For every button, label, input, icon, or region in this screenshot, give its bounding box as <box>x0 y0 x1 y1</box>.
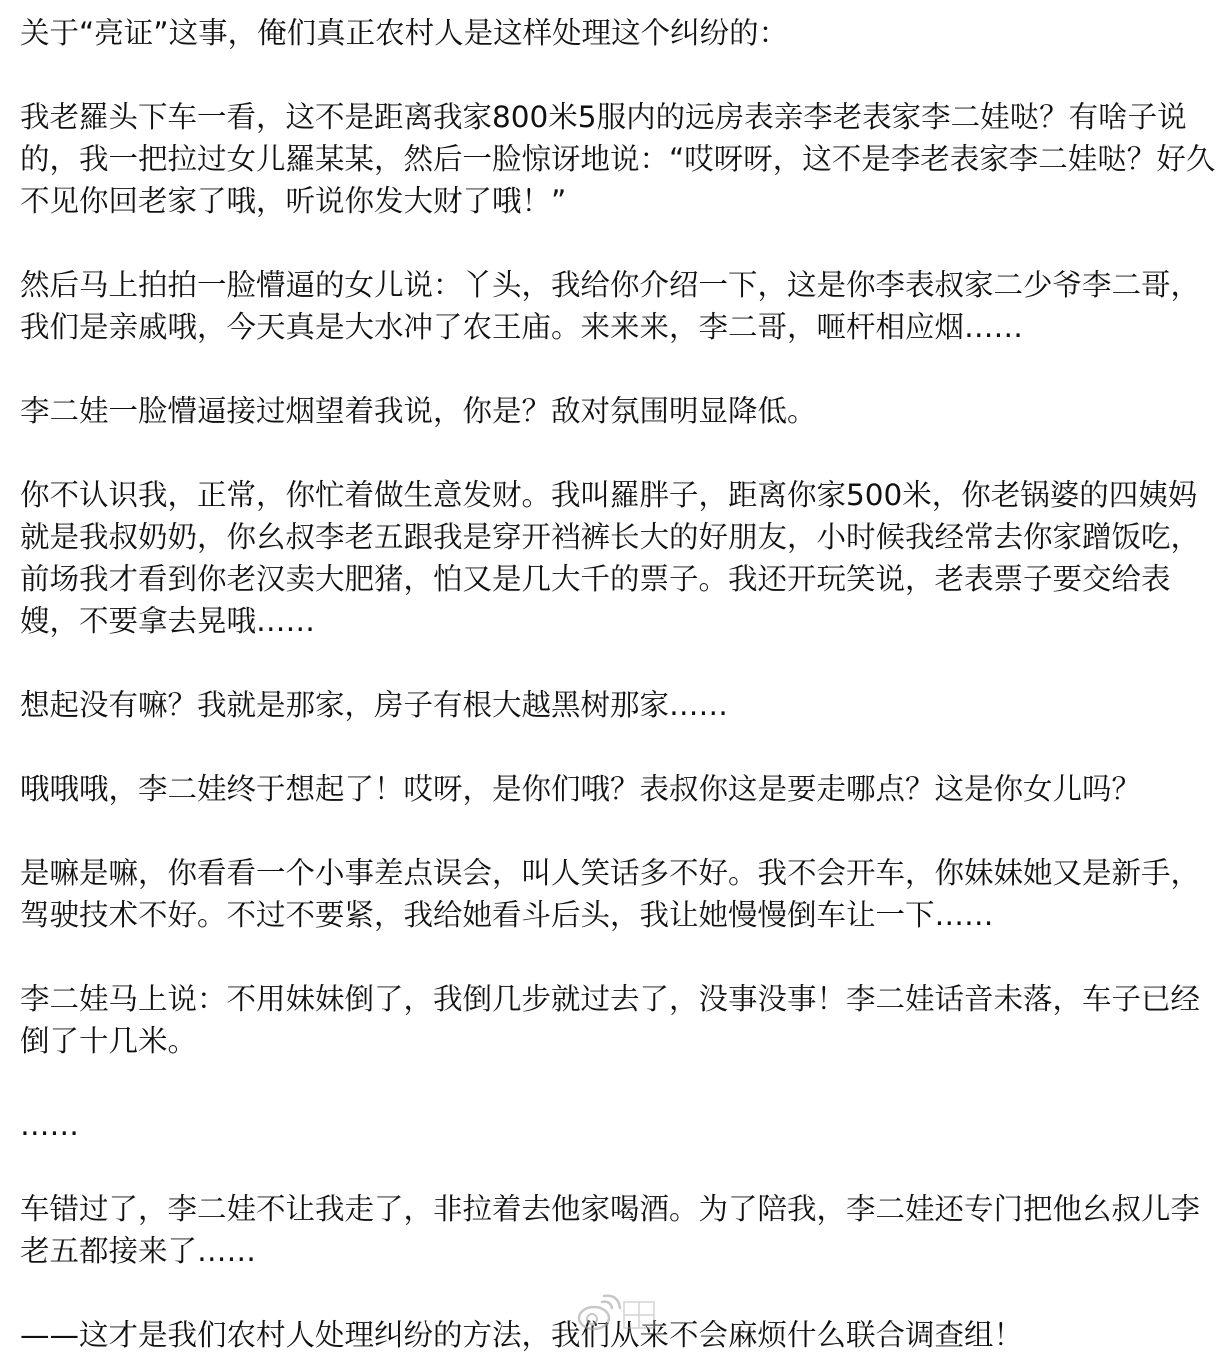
paragraph-2: 我老羅头下车一看，这不是距离我家800米5服内的远房表亲李老表家李二娃哒？有啥子说的，我一把拉过女儿羅某某，然后一脸惊讶地说：“哎呀呀，这不是李老表家李二娃哒？好久不见你回老家了哦，听说你发大财了哦！” <box>20 100 1216 218</box>
article-body <box>20 12 1216 1356</box>
paragraph-7: 哦哦哦，李二娃终于想起了！哎呀，是你们哦？表叔你这是要走哪点？这是你女儿吗？ <box>20 772 1142 806</box>
paragraph-11: 车错过了，李二娃不让我走了，非拉着去他家喝酒。为了陪我，李二娃还专门把他幺叔儿李老五都接来了…… <box>20 1192 1201 1268</box>
paragraph-3: 然后马上拍拍一脸懵逼的女儿说：丫头，我给你介绍一下，这是你李表叔家二少爷李二哥，我们是亲戚哦，今天真是大水冲了农王庙。来来来，李二哥，咂杆相应烟…… <box>20 268 1201 344</box>
paragraph-9: 李二娃马上说：不用妹妹倒了，我倒几步就过去了，没事没事！李二娃话音未落，车子已经倒了十几米。 <box>20 982 1201 1058</box>
paragraph-ellipsis: …… <box>20 1108 79 1142</box>
paragraph-6: 想起没有嘛？我就是那家，房子有根大越黑树那家…… <box>20 688 729 722</box>
paragraph-8: 是嘛是嘛，你看看一个小事差点误会，叫人笑话多不好。我不会开车，你妹妹她又是新手，驾驶技术不好。不过不要紧，我给她看斗后头，我让她慢慢倒车让一下…… <box>20 856 1201 932</box>
paragraph-5: 你不认识我，正常，你忙着做生意发财。我叫羅胖子，距离你家500米，你老锅婆的四姨妈就是我叔奶奶，你幺叔李老五跟我是穿开裆裤长大的好朋友，小时候我经常去你家蹭饭吃，前场我才看到你老汉卖大肥猪，怕又是几大千的票子。我还开玩笑说，老表票子要交给表嫂，不要拿去晃哦…… <box>20 478 1201 638</box>
paragraph-intro: 关于“亮证”这事，俺们真正农村人是这样处理这个纠纷的： <box>20 16 789 50</box>
paragraph-conclusion: ——这才是我们农村人处理纠纷的方法，我们从来不会麻烦什么联合调查组！ <box>20 1318 1024 1352</box>
paragraph-4: 李二娃一脸懵逼接过烟望着我说，你是？敌对氛围明显降低。 <box>20 394 817 428</box>
